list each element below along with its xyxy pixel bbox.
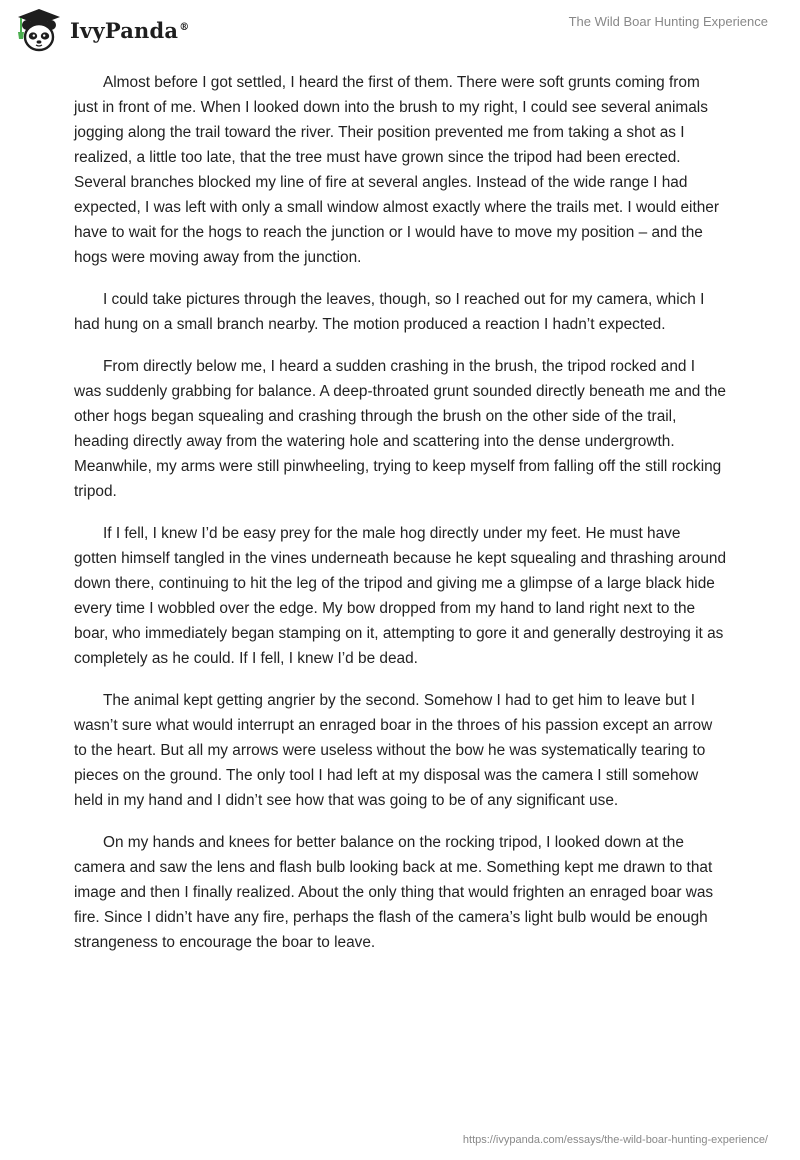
registered-mark: ® bbox=[179, 21, 190, 33]
document-title: The Wild Boar Hunting Experience bbox=[568, 14, 768, 29]
essay-paragraph: Almost before I got settled, I heard the first of them. There were soft grunts coming from just in front of me. When I looked down into the brush to my right, I could see several animals jogging along the trail toward the river. Their position prevented me from taking a shot as I realized, a little too late, that the tree must have grown since the tripod had been erected. Several branches blocked my line of fire at several angles. Instead of the wide range I had expected, I was left with only a small window almost exactly where the trails met. I would either have to wait for the hogs to reach the junction or I would have to move my position – and the hogs were moving away from the junction. bbox=[74, 74, 719, 266]
brand-name bbox=[70, 18, 189, 43]
essay-paragraph: If I fell, I knew I’d be easy prey for the male hog directly under my feet. He must have gotten himself tangled in the vines underneath because he kept squealing and thrashing around down there, continuing to hit the leg of the tripod and giving me a glimpse of a large black hide every time I wobbled over the edge. My bow dropped from my hand to land right next to the boar, who immediately began stamping on it, attempting to gore it and generally destroying it as completely as he could. If I fell, I knew I’d be dead. bbox=[74, 525, 727, 667]
essay-paragraph: The animal kept getting angrier by the second. Somehow I had to get him to leave but I wasn’t sure what would interrupt an enraged boar in the throes of his passion except an arrow to the heart. But all my arrows were useless without the bow he was systematically tearing to pieces on the ground. The only tool I had left at my disposal was the camera I still somehow held in my hand and I didn’t see how that was going to be of any significant use. bbox=[74, 692, 713, 809]
brand-name-text: IvyPanda bbox=[70, 17, 179, 43]
source-url-link[interactable]: https://ivypanda.com/essays/the-wild-boar-hunting-experience/ bbox=[462, 1134, 768, 1146]
panda-graduation-cap-icon bbox=[14, 8, 64, 52]
brand-logo-link[interactable] bbox=[14, 8, 189, 52]
essay-paragraph: On my hands and knees for better balance on the rocking tripod, I looked down at the camera and saw the lens and flash bulb looking back at me. Something kept me drawn to that image and then I finally realized. About the only thing that would frighten an enraged boar was fire. Since I didn’t have any fire, perhaps the flash of the camera’s light bulb would be enough strangeness to encourage the boar to leave. bbox=[74, 834, 714, 951]
page-header bbox=[0, 0, 800, 60]
essay-paragraph: From directly below me, I heard a sudden crashing in the brush, the tripod rocked and I was suddenly grabbing for balance. A deep-throated grunt sounded directly beneath me and the other hogs began squealing and crashing through the brush on the other side of the trail, heading directly away from the watering hole and scattering into the dense undergrowth. Meanwhile, my arms were still pinwheeling, trying to keep myself from falling off the still rocking tripod. bbox=[74, 358, 726, 500]
essay-paragraph: I could take pictures through the leaves, though, so I reached out for my camera, which I had hung on a small branch nearby. The motion produced a reaction I hadn’t expected. bbox=[74, 291, 705, 333]
essay-body bbox=[74, 70, 726, 972]
